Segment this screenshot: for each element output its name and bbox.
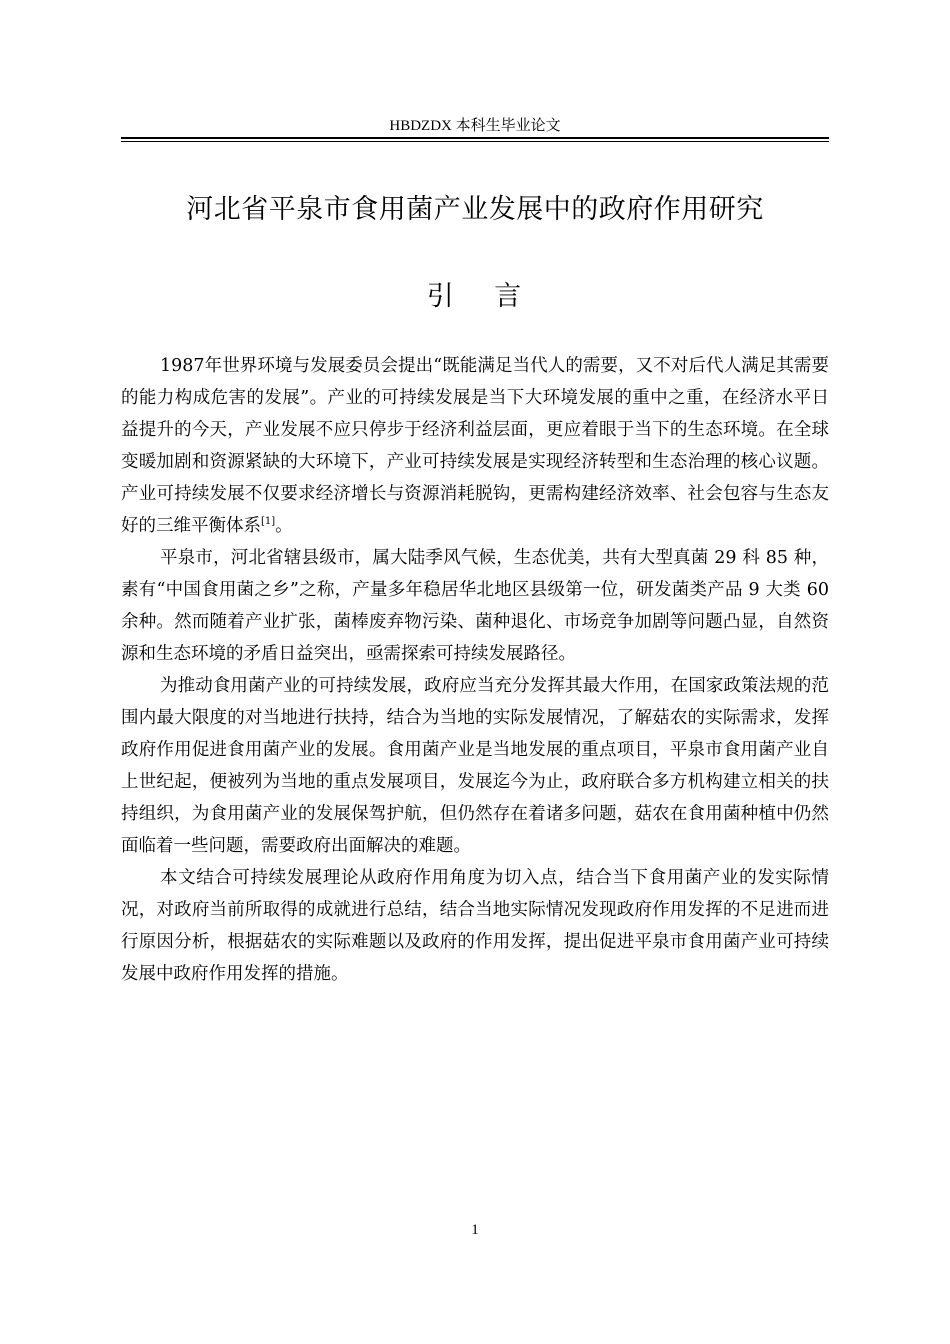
body-text xyxy=(121,350,829,990)
header-rule-thick xyxy=(121,137,829,139)
paragraph-4: 本文结合可持续发展理论从政府作用角度为切入点，结合当下食用菌产业的发实际情况，对政府当前所取得的成就进行总结，结合当地实际情况发现政府作用发挥的不足进而进行原因分析，根据菇农的实际难题以及政府的作用发挥，提出促进平泉市食用菌产业可持续发展中政府作用发挥的措施。 xyxy=(121,868,829,984)
paragraph-2: 平泉市，河北省辖县级市，属大陆季风气候，生态优美，共有大型真菌 29 科 85 种，素有“中国食用菌之乡”之称，产量多年稳居华北地区县级第一位，研发菌类产品 9 大类 60 余种。然而随着产业扩张，菌棒废弃物污染、菌种退化、市场竞争加剧等问题凸显，自然资源和生态环境的矛盾日益突出，亟需探索可持续发展路径。 xyxy=(121,548,829,664)
page-number: 1 xyxy=(471,1222,479,1238)
paragraph-3: 为推动食用菌产业的可持续发展，政府应当充分发挥其最大作用，在国家政策法规的范围内最大限度的对当地进行扶持，结合为当地的实际发展情况，了解菇农的实际需求，发挥政府作用促进食用菌产业的发展。食用菌产业是当地发展的重点项目，平泉市食用菌产业自上世纪起，便被列为当地的重点发展项目，发展迄今为止，政府联合多方机构建立相关的扶持组织，为食用菌产业的发展保驾护航，但仍然存在着诸多问题，菇农在食用菌种植中仍然面临着一些问题，需要政府出面解决的难题。 xyxy=(121,676,829,856)
paragraph-1-end: 。 xyxy=(275,516,293,536)
running-header: HBDZDX 本科生毕业论文 xyxy=(389,118,561,134)
citation-ref: [1] xyxy=(261,516,276,528)
paper-title: 河北省平泉市食用菌产业发展中的政府作用研究 xyxy=(186,194,764,225)
paragraph-1-text: 1987年世界环境与发展委员会提出“既能满足当代人的需要，又不对后代人满足其需要的能力构成危害的发展”。产业的可持续发展是当下大环境发展的重中之重，在经济水平日益提升的今天，产业发展不应只停步于经济利益层面，更应着眼于当下的生态环境。在全球变暖加剧和资源紧缺的大环境下，产业可持续发展是实现经济转型和生态治理的核心议题。产业可持续发展不仅要求经济增长与资源消耗脱钩，更需构建经济效率、社会包容与生态友好的三维平衡体系 xyxy=(121,356,829,536)
header-rule-thin xyxy=(121,141,829,142)
section-heading: 引 言 xyxy=(426,281,524,312)
paragraph-1 xyxy=(121,350,829,542)
